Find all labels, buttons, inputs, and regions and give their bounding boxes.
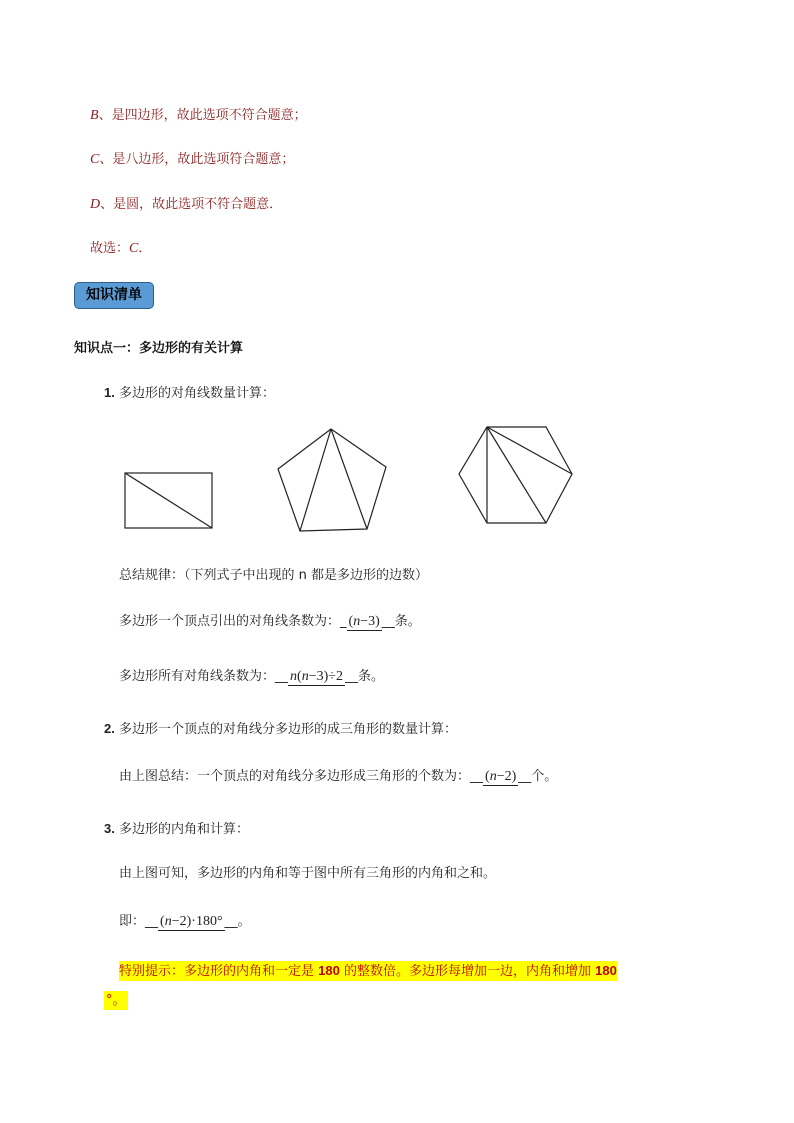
- line-prefix: 即：: [119, 914, 146, 929]
- answer-choice-prefix: 故选：: [90, 241, 130, 256]
- answer-choice-suffix: ．: [138, 241, 152, 256]
- section-title: 知识点一：多边形的有关计算: [74, 341, 244, 356]
- hexagon-shape: [459, 427, 572, 523]
- summary-line-2: 多边形所有对角线条数为：__ n(n−3)÷2 __条。: [119, 669, 384, 684]
- item-number: 1.: [104, 385, 115, 400]
- formula-interior-angle-sum: (n−2)·180°: [160, 914, 223, 929]
- hexagon-diagonal-2: [487, 427, 546, 523]
- tip-text: 的整数倍。多边形每增加一边，内角和增加: [344, 964, 592, 979]
- item-number: 3.: [104, 821, 115, 836]
- answer-text: 、是圆，故此选项不符合题意．: [100, 197, 283, 212]
- summary-line-4: 由上图可知，多边形的内角和等于图中所有三角形的内角和之和。: [119, 866, 497, 881]
- line-suffix: 条。: [394, 614, 421, 629]
- line-suffix: 。: [237, 914, 251, 929]
- summary-line-5: 即：__ (n−2)·180° __。: [119, 914, 251, 929]
- item-title-text: 多边形的对角线数量计算：: [118, 386, 275, 401]
- line-prefix: 多边形所有对角线条数为：: [119, 669, 276, 684]
- summary-line-1: 多边形一个顶点引出的对角线条数为：_ (n−3) __条。: [119, 614, 421, 629]
- answer-letter: D: [90, 197, 101, 212]
- line-suffix: 条。: [357, 669, 384, 684]
- item-2-title: [104, 718, 457, 737]
- tip-text: 特别提示：多边形的内角和一定是: [119, 964, 315, 979]
- answer-letter: B: [90, 108, 99, 123]
- special-tip-line-2: °。: [106, 993, 126, 1008]
- tip-number: 180: [595, 963, 617, 978]
- summary-rule: 总结规律：（下列式子中出现的 n 都是多边形的边数）: [119, 568, 429, 583]
- answer-text: 、是八边形，故此选项符合题意；: [99, 152, 295, 167]
- item-3-title: [104, 818, 249, 837]
- answer-text: 、是四边形，故此选项不符合题意；: [98, 108, 307, 123]
- line-prefix: 由上图总结：一个顶点的对角线分多边形成三角形的个数为：: [119, 769, 471, 784]
- formula-diagonals-per-vertex: (n−3): [348, 614, 380, 629]
- formula-triangle-count: (n−2): [485, 769, 517, 784]
- answer-letter: C: [90, 152, 100, 167]
- summary-line-3: 由上图总结：一个顶点的对角线分多边形成三角形的个数为：__ (n−2) __个。: [119, 769, 558, 784]
- answer-choice-letter: C: [129, 241, 139, 256]
- formula-total-diagonals: n(n−3)÷2: [290, 669, 343, 684]
- knowledge-list-badge: 知识清单: [74, 282, 154, 309]
- item-title-text: 多边形的内角和计算：: [118, 822, 249, 837]
- line-prefix: 多边形一个顶点引出的对角线条数为：: [119, 614, 341, 629]
- tip-number: 180: [318, 963, 340, 978]
- item-title-text: 多边形一个顶点的对角线分多边形的成三角形的数量计算：: [118, 722, 457, 737]
- special-tip-line-1: [119, 961, 617, 981]
- line-suffix: 个。: [531, 769, 558, 784]
- item-number: 2.: [104, 721, 115, 736]
